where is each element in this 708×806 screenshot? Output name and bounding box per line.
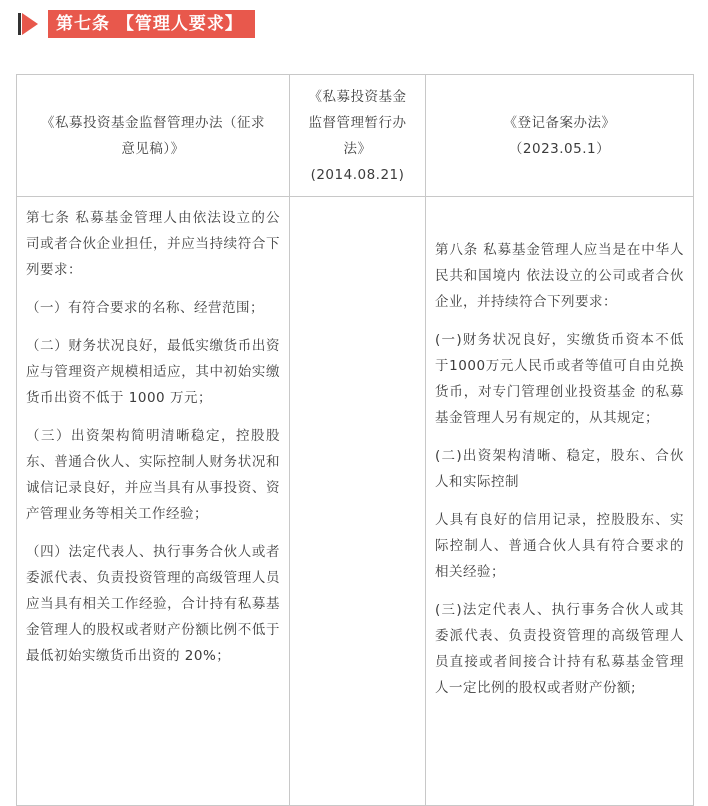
- header-line: 监督管理暂行办: [308, 114, 407, 131]
- clause-paragraph: （三）出资架构简明清晰稳定，控股股东、普通合伙人、实际控制人财务状况和诚信记录良好，并应当具有从事投资、资产管理业务等相关工作经验；: [26, 428, 280, 522]
- clause-paragraph: (二)出资架构清晰、稳定，股东、合伙人和实际控制: [435, 448, 684, 490]
- header-line: 《私募投资基金监督管理办法（征求: [41, 114, 265, 131]
- header-line: 《私募投资基金: [308, 88, 407, 105]
- section-header: [18, 10, 255, 38]
- clause-paragraph: 第七条 私募基金管理人由依法设立的公司或者合伙企业担任，并应当持续符合下列要求：: [26, 210, 280, 278]
- header-line: （2023.05.1）: [508, 140, 611, 157]
- clause-paragraph: 人具有良好的信用记录，控股股东、实际控制人、普通合伙人具有符合要求的相关经验；: [435, 512, 684, 580]
- table-body-row: [17, 197, 694, 806]
- body-cell-registration-measures: [426, 197, 694, 806]
- header-line: (2014.08.21): [310, 166, 405, 183]
- header-cell-registration-measures: [426, 75, 694, 197]
- header-line: 意见稿）》: [121, 140, 185, 157]
- bookmark-icon: [18, 11, 42, 37]
- table-header-row: [17, 75, 694, 197]
- clause-paragraph: （二）财务状况良好，最低实缴货币出资应与管理资产规模相适应，其中初始实缴货币出资不低于 1000 万元；: [26, 338, 280, 406]
- clause-paragraph: (一)财务状况良好，实缴货币资本不低于1000万元人民币或者等值可自由兑换货币，对专门管理创业投资基金 的私募基金管理人另有规定的，从其规定；: [435, 332, 684, 426]
- body-cell-draft-measures: [17, 197, 290, 806]
- header-line: 《登记备案办法》: [503, 114, 616, 131]
- clause-paragraph: （四）法定代表人、执行事务合伙人或者委派代表、负责投资管理的高级管理人员应当具有相关工作经验，合计持有私募基金管理人的股权或者财产份额比例不低于最低初始实缴货币出资的 20%；: [26, 544, 280, 664]
- comparison-table: [16, 74, 694, 806]
- header-cell-draft-measures: [17, 75, 290, 197]
- clause-paragraph: (三)法定代表人、执行事务合伙人或其委派代表、负责投资管理的高级管理人员直接或者间接合计持有私募基金管理人一定比例的股权或者财产份额;: [435, 602, 684, 696]
- header-cell-interim-measures: [290, 75, 426, 197]
- body-cell-interim-measures: [290, 197, 426, 806]
- clause-paragraph: （一）有符合要求的名称、经营范围；: [26, 300, 264, 316]
- clause-paragraph: 第八条 私募基金管理人应当是在中华人民共和国境内 依法设立的公司或者合伙企业，并持续符合下列要求：: [435, 242, 684, 310]
- article-title: 第七条 【管理人要求】: [48, 10, 255, 38]
- header-line: 法》: [343, 140, 372, 157]
